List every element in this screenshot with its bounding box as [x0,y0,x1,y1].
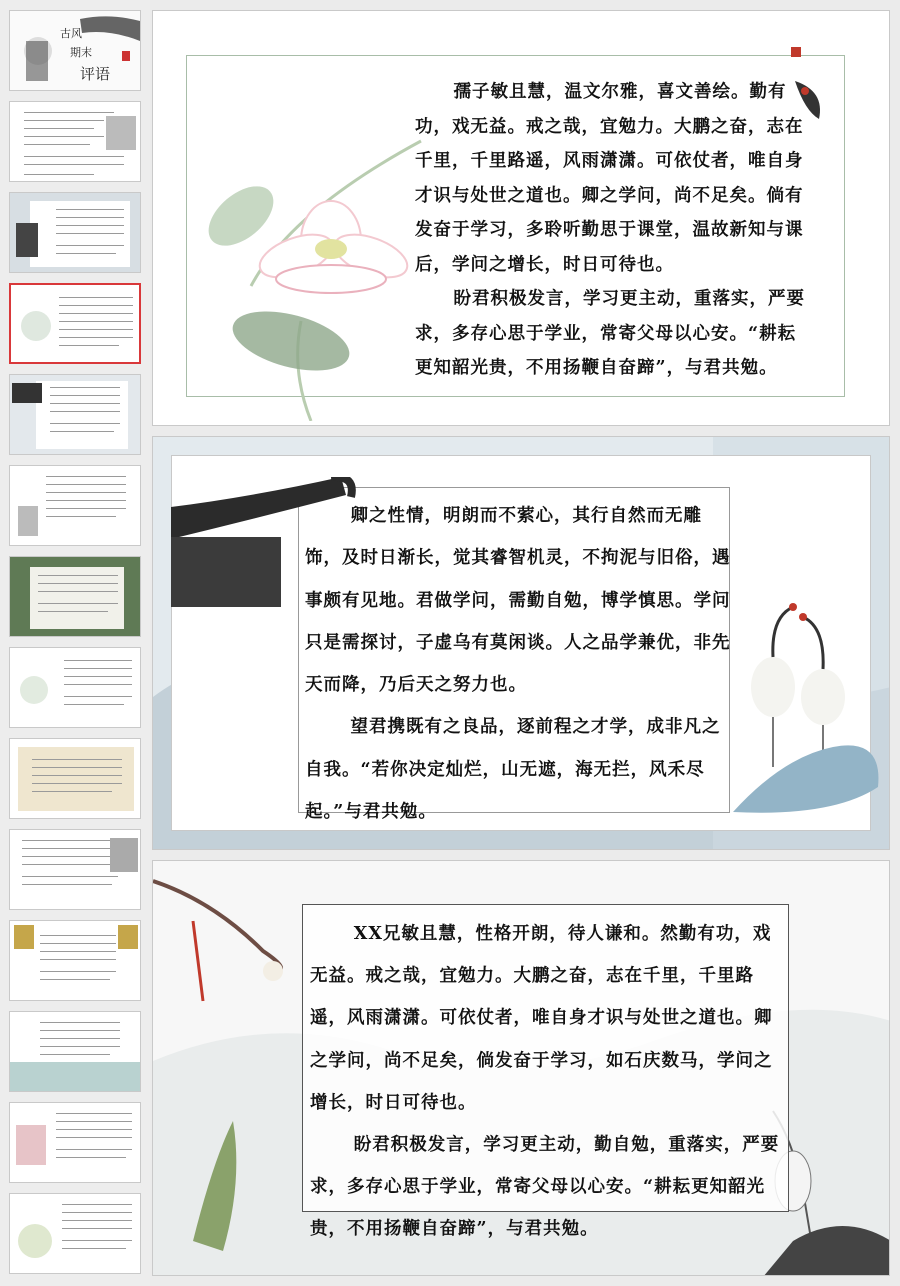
slide-1-para1: 孺子敏且慧，温文尔雅，喜文善绘。勤有功，戏无益。戒之哉，宜勉力。大鹏之奋，志在千里，千里路遥，风雨潇潇。可依仗者，唯自身才识与处世之道也。卿之学问，尚不足矣。倘有发奋于学习，多聆听勤思于课堂，温故新知与课后，学问之增长，时日可待也。 [415,82,804,275]
slide-thumbnail-14[interactable] [9,1193,141,1274]
slide-thumbnail-panel [0,0,150,1286]
slide-thumbnail-1[interactable] [9,10,141,91]
title-thumb-line3: 评语 [80,65,111,83]
slide-3-para1: XX兄敏且慧，性格开朗，待人谦和。然勤有功，戏无益。戒之哉，宜勉力。大鹏之奋，志在千里，千里路遥，风雨潇潇。可依仗者，唯自身才识与处世之道也。卿之学问，尚不足矣，倘发奋于学习，如石庆数马，学问之增长，时日可待也。 [310,924,773,1113]
slide-thumbnail-3[interactable] [9,192,141,273]
slide-3[interactable] [152,860,890,1276]
slide-thumbnail-5[interactable] [9,374,141,455]
slide-1[interactable] [152,10,890,426]
slide-thumbnail-7[interactable] [9,556,141,637]
slide-3-para2: 盼君积极发言，学习更主动，勤自勉，重落实，严要求，多存心思于学业，常寄父母以心安。“耕耘更知韶光贵，不用扬鞭自奋蹄”，与君共勉。 [310,1135,780,1240]
seal-stamp [791,47,801,57]
slide-2-para2: 望君携既有之良品，逐前程之才学，成非凡之自我。“若你决定灿烂，山无遮，海无拦，风禾尽起。”与君共勉。 [305,717,721,823]
slide-thumbnail-12[interactable] [9,1011,141,1092]
slide-thumbnail-6[interactable] [9,465,141,546]
slide-thumbnail-13[interactable] [9,1102,141,1183]
title-thumb-line1: 古风 [60,27,82,40]
cranes-illustration [713,597,883,827]
slide-thumbnail-2[interactable] [9,101,141,182]
slide-2-text [305,495,735,833]
slide-1-text [415,75,810,386]
slide-thumbnail-8[interactable] [9,647,141,728]
slide-3-text [310,913,780,1251]
slide-thumbnail-9[interactable] [9,738,141,819]
slide-thumbnail-11[interactable] [9,920,141,1001]
slide-thumbnail-4[interactable] [9,283,141,364]
title-thumb-line2: 期末 [70,46,92,59]
slide-1-para2: 盼君积极发言，学习更主动，重落实，严要求，多存心思于学业，常寄父母以心安。“耕耘更知韶光贵，不用扬鞭自奋蹄”，与君共勉。 [415,289,805,378]
slide-2[interactable] [152,436,890,850]
slide-thumbnail-10[interactable] [9,829,141,910]
slide-2-para1: 卿之性情，明朗而不萦心，其行自然而无雕饰，及时日渐长，觉其睿智机灵，不拘泥与旧俗，遇事颇有见地。君做学问，需勤自勉，博学慎思。学问只是需探讨，子虚乌有莫闲谈。人之品学兼优，非先天而降，乃后天之努力也。 [305,506,731,696]
